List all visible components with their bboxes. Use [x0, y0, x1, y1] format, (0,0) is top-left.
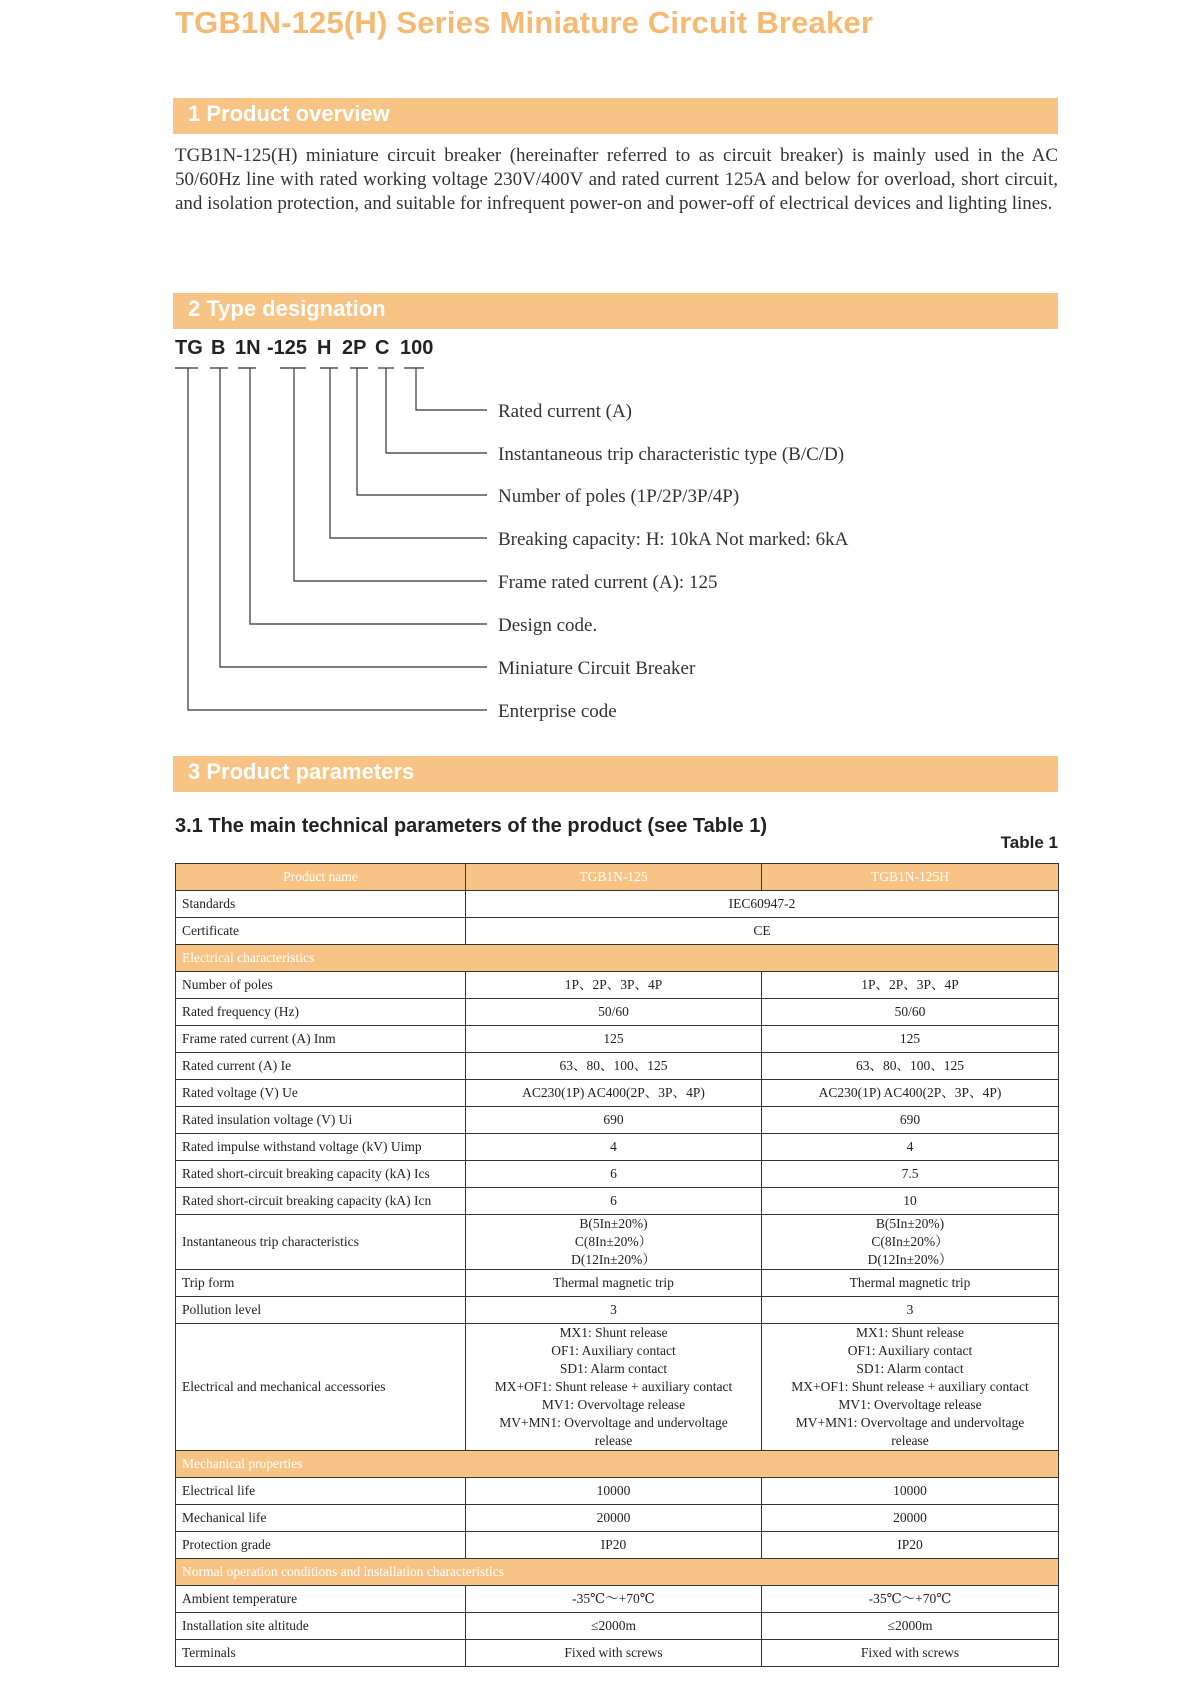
cell-line: B(5In±20%)	[875, 1216, 945, 1231]
cell: 1P、2P、3P、4P	[466, 972, 762, 999]
row-label: Electrical life	[176, 1478, 466, 1505]
cell: 690	[466, 1107, 762, 1134]
row-label: Rated frequency (Hz)	[176, 999, 466, 1026]
group-row	[176, 945, 1059, 972]
header-model-b: TGB1N-125H	[762, 864, 1059, 891]
group-row	[176, 1559, 1059, 1586]
cell: -35℃～+70℃	[466, 1586, 762, 1613]
table-row	[176, 1026, 1059, 1053]
cell: 125	[466, 1026, 762, 1053]
cell-line: C(8In±20%）	[871, 1234, 949, 1249]
row-label: Pollution level	[176, 1297, 466, 1324]
legend-breaking-capacity: Breaking capacity: H: 10kA Not marked: 6kA	[498, 529, 849, 550]
section-header-overview	[173, 98, 1058, 134]
row-label: Protection grade	[176, 1532, 466, 1559]
cell: AC230(1P) AC400(2P、3P、4P)	[466, 1080, 762, 1107]
cell: 63、80、100、125	[762, 1053, 1059, 1080]
table-row	[176, 1324, 1059, 1451]
cell-line: C(8In±20%）	[574, 1234, 653, 1249]
table-row	[176, 1215, 1059, 1270]
parameters-table	[175, 863, 1059, 1667]
code-part: 100	[400, 337, 434, 359]
cell: IEC60947-2	[466, 891, 1059, 918]
table-subheading: 3.1 The main technical parameters of the product (see Table 1)	[175, 815, 768, 837]
table-row	[176, 1505, 1059, 1532]
header-model-a: TGB1N-125	[466, 864, 762, 891]
code-part: -125	[267, 337, 308, 359]
section-header-type	[173, 293, 1058, 329]
section-heading: 3 Product parameters	[188, 759, 415, 784]
cell-line: MV1: Overvoltage release	[541, 1397, 686, 1412]
cell	[762, 1215, 1059, 1270]
cell-line: MV1: Overvoltage release	[838, 1397, 982, 1412]
cell: 20000	[466, 1505, 762, 1532]
cell-line: MX+OF1: Shunt release + auxiliary contact	[494, 1379, 733, 1394]
table-row	[176, 1478, 1059, 1505]
table-row	[176, 1161, 1059, 1188]
group-row	[176, 1451, 1059, 1478]
cell: Thermal magnetic trip	[466, 1270, 762, 1297]
row-label: Rated insulation voltage (V) Ui	[176, 1107, 466, 1134]
cell: Fixed with screws	[466, 1640, 762, 1667]
row-label: Rated short-circuit breaking capacity (kA) Icn	[176, 1188, 466, 1215]
legend-poles: Number of poles (1P/2P/3P/4P)	[498, 486, 740, 507]
header-product-name: Product name	[176, 864, 466, 891]
table-row	[176, 1613, 1059, 1640]
cell: Fixed with screws	[762, 1640, 1059, 1667]
cell-line: D(12In±20%）	[571, 1252, 656, 1267]
legend-frame-current: Frame rated current (A): 125	[498, 572, 718, 593]
cell-line: SD1: Alarm contact	[856, 1361, 964, 1376]
row-label: Standards	[176, 891, 466, 918]
table-row	[176, 1586, 1059, 1613]
cell-line: OF1: Auxiliary contact	[847, 1343, 973, 1358]
cell-line: OF1: Auxiliary contact	[551, 1343, 676, 1358]
cell: 7.5	[762, 1161, 1059, 1188]
legend-trip-type: Instantaneous trip characteristic type (B/C/D)	[498, 444, 845, 465]
cell: 125	[762, 1026, 1059, 1053]
cell: 6	[466, 1161, 762, 1188]
cell: 3	[762, 1297, 1059, 1324]
table-row	[176, 1640, 1059, 1667]
code-part: TG	[175, 337, 203, 359]
legend-design-code: Design code.	[498, 615, 598, 636]
legend-mcb: Miniature Circuit Breaker	[498, 658, 696, 679]
table-row	[176, 891, 1059, 918]
table-caption: Table 1	[1000, 833, 1058, 852]
cell-line: MX1: Shunt release	[559, 1325, 668, 1340]
cell	[466, 1215, 762, 1270]
cell: IP20	[762, 1532, 1059, 1559]
table-row	[176, 1134, 1059, 1161]
group-label: Electrical characteristics	[176, 945, 1059, 972]
row-label: Certificate	[176, 918, 466, 945]
row-label: Electrical and mechanical accessories	[176, 1324, 466, 1451]
cell: ≤2000m	[762, 1613, 1059, 1640]
table-row	[176, 999, 1059, 1026]
cell: ≤2000m	[466, 1613, 762, 1640]
cell: IP20	[466, 1532, 762, 1559]
table-row	[176, 1270, 1059, 1297]
section-header-params	[173, 756, 1058, 792]
code-part: H	[317, 337, 332, 359]
section-heading: 2 Type designation	[188, 296, 386, 321]
row-label: Trip form	[176, 1270, 466, 1297]
table-row	[176, 1080, 1059, 1107]
cell-line: release	[594, 1433, 633, 1448]
legend-enterprise-code: Enterprise code	[498, 701, 617, 722]
cell: 63、80、100、125	[466, 1053, 762, 1080]
cell: 10000	[466, 1478, 762, 1505]
cell: 3	[466, 1297, 762, 1324]
row-label: Rated voltage (V) Ue	[176, 1080, 466, 1107]
row-label: Rated impulse withstand voltage (kV) Uimp	[176, 1134, 466, 1161]
row-label: Rated current (A) Ie	[176, 1053, 466, 1080]
cell: 1P、2P、3P、4P	[762, 972, 1059, 999]
row-label: Instantaneous trip characteristics	[176, 1215, 466, 1270]
cell-line: MX+OF1: Shunt release + auxiliary contact	[791, 1379, 1029, 1394]
cell: 690	[762, 1107, 1059, 1134]
legend-rated-current: Rated current (A)	[498, 401, 632, 422]
cell: 10	[762, 1188, 1059, 1215]
row-label: Rated short-circuit breaking capacity (kA) Ics	[176, 1161, 466, 1188]
cell: 20000	[762, 1505, 1059, 1532]
group-label: Mechanical properties	[176, 1451, 1059, 1478]
row-label: Mechanical life	[176, 1505, 466, 1532]
section-heading: 1 Product overview	[188, 101, 390, 126]
table-row	[176, 1188, 1059, 1215]
cell-line: SD1: Alarm contact	[559, 1361, 668, 1376]
cell: Thermal magnetic trip	[762, 1270, 1059, 1297]
cell: 4	[762, 1134, 1059, 1161]
cell: AC230(1P) AC400(2P、3P、4P)	[762, 1080, 1059, 1107]
cell: 6	[466, 1188, 762, 1215]
cell-line: D(12In±20%）	[867, 1252, 953, 1267]
row-label: Installation site altitude	[176, 1613, 466, 1640]
code-part: B	[211, 337, 226, 359]
cell-line: MV+MN1: Overvoltage and undervoltage	[795, 1415, 1025, 1430]
code-part: 2P	[342, 337, 367, 359]
cell: 50/60	[466, 999, 762, 1026]
cell: 10000	[762, 1478, 1059, 1505]
cell-line: MV+MN1: Overvoltage and undervoltage	[499, 1415, 728, 1430]
code-part: C	[375, 337, 390, 359]
row-label: Number of poles	[176, 972, 466, 999]
table-row	[176, 918, 1059, 945]
cell-line: B(5In±20%)	[579, 1216, 648, 1231]
table-row	[176, 1107, 1059, 1134]
overview-paragraph: TGB1N-125(H) miniature circuit breaker (hereinafter referred to as circuit breaker) is mainly used in the AC 50/60Hz line with rated working voltage 230V/400V and rated current 125A and below for overload, short circuit, and isolation protection, and suitable for infrequent power-on and power-off of electrical devices and lighting lines.	[175, 145, 1058, 214]
cell	[466, 1324, 762, 1451]
table-row	[176, 1297, 1059, 1324]
cell-line: MX1: Shunt release	[856, 1325, 964, 1340]
group-label: Normal operation conditions and installation characteristics	[176, 1559, 1059, 1586]
page-title: TGB1N-125(H) Series Miniature Circuit Breaker	[175, 5, 874, 40]
cell: 50/60	[762, 999, 1059, 1026]
cell: CE	[466, 918, 1059, 945]
cell	[762, 1324, 1059, 1451]
code-part: 1N	[235, 337, 261, 359]
table-row	[176, 1053, 1059, 1080]
cell: 4	[466, 1134, 762, 1161]
table-row	[176, 972, 1059, 999]
cell-line: release	[891, 1433, 929, 1448]
cell: -35℃～+70℃	[762, 1586, 1059, 1613]
type-code	[175, 337, 475, 363]
row-label: Ambient temperature	[176, 1586, 466, 1613]
row-label: Terminals	[176, 1640, 466, 1667]
table-row	[176, 1532, 1059, 1559]
row-label: Frame rated current (A) Inm	[176, 1026, 466, 1053]
